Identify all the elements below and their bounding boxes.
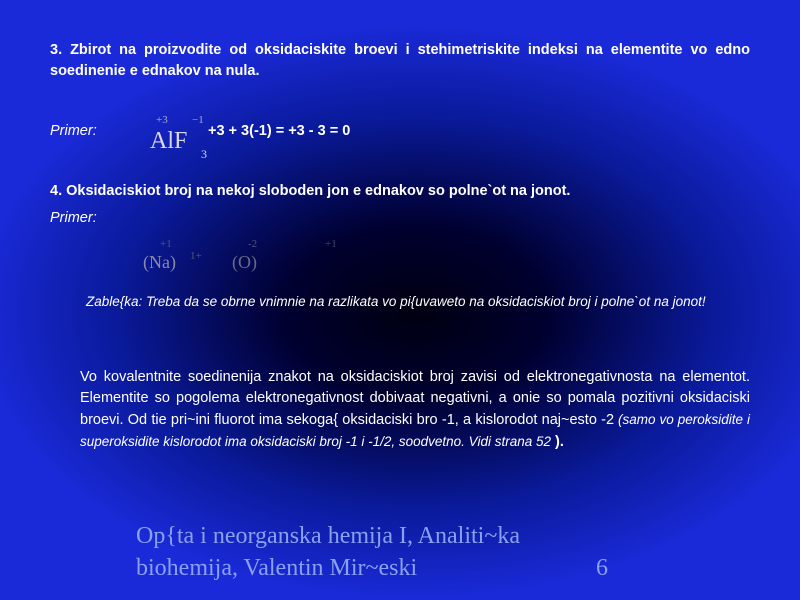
rule-4-text: 4. Oksidaciskiot broj na nekoj sloboden jon e ednakov so polne`ot na jonot. <box>50 183 571 199</box>
example-1-equation: +3 + 3(-1) = +3 - 3 = 0 <box>208 123 351 139</box>
footer-line-1: Op{ta i neorganska hemija I, Analiti~ka <box>136 523 520 549</box>
paragraph-main: Vo kovalentnite soedinenija znakot na oksidaciskiot broj zavisi od elektronegativnosta na elementot. Elementite so pogolema elektronegativnost dobivaat negativni, a onie so pomala pozitivni oksidaciski broevi. Od tie pri~ini fluorot ima sekoga{ oksidaciski bro -1, a kislorodot naj~esto -2 <box>80 369 750 428</box>
o-oxidation-number: -2 <box>248 238 258 250</box>
formula-subscript: 3 <box>201 147 207 161</box>
ion-na: (Na) <box>143 252 176 272</box>
footer-line-2: biohemija, Valentin Mir~eski <box>136 555 418 581</box>
al-oxidation-number: +3 <box>156 114 168 126</box>
example-1-label: Primer: <box>50 123 97 139</box>
example-2-label: Primer: <box>50 210 97 226</box>
f-oxidation-number: −1 <box>192 114 204 126</box>
paragraph-italic: (samo vo peroksidite i superoksidite kislorodot ima oksidaciski broj -1 i -1/2, soodvetno. Vidi strana 52 <box>80 412 750 449</box>
note-text: Zable{ka: Treba da se obrne vnimnie na razlikata vo pi{uvaweto na oksidaciskiot broj i polne`ot na jonot! <box>86 294 706 309</box>
paragraph-end: ). <box>550 434 564 450</box>
formula-alf: AlF <box>150 128 188 154</box>
rule-3-text: 3. Zbirot na proizvodite od oksidaciskite broevi i stehimetriskite indeksi na elementite vo edno soedinenie e ednakov na nula. <box>50 42 750 79</box>
third-ion-oxidation-number: +1 <box>325 238 337 250</box>
covalent-paragraph <box>80 367 750 453</box>
na-charge: 1+ <box>190 250 202 262</box>
ion-o: (O) <box>232 252 257 272</box>
na-oxidation-number: +1 <box>160 238 172 250</box>
page-number: 6 <box>596 555 608 581</box>
